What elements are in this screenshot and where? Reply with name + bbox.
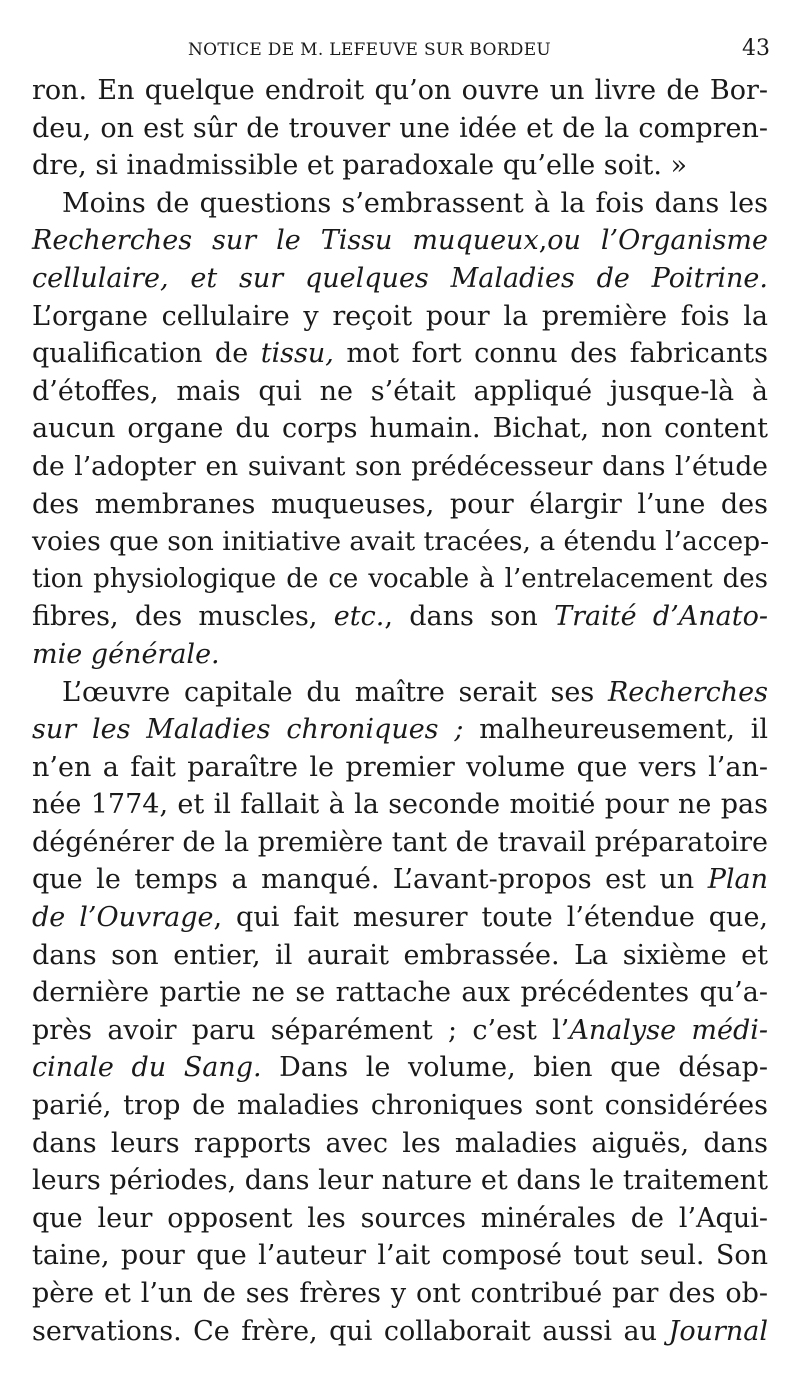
- text-segment: servations. Ce frère, qui collaborait aussi au: [32, 1315, 669, 1347]
- text-segment: près avoir paru séparément ; c’est l’: [32, 1014, 570, 1046]
- italic-text: de l’Ouvrage: [32, 902, 214, 934]
- text-line: [32, 373, 768, 411]
- text-segment: ron. En quelque endroit qu’on ouvre un livre de Bor-: [32, 75, 768, 106]
- text-segment: , qui fait mesurer toute l’étendue que,: [213, 902, 769, 934]
- italic-text: Journal: [668, 1315, 768, 1347]
- text-segment: leurs périodes, dans leur nature et dans le traitement: [32, 1165, 768, 1197]
- text-line: [32, 110, 768, 148]
- italic-text: cellulaire, et sur quelques Maladies de Poitrine.: [32, 262, 768, 294]
- italic-text: etc.: [333, 601, 385, 633]
- text-line: [32, 1162, 768, 1200]
- page-header: [188, 36, 770, 66]
- text-segment: d’étoffes, mais qui ne s’était appliqué jusque-là à: [32, 375, 768, 407]
- text-segment: mot fort connu des fabricants: [333, 338, 768, 370]
- text-segment: que leur opposent les sources minérales de l’Aqui-: [32, 1202, 768, 1234]
- text-line: [32, 335, 768, 373]
- text-segment: tion physiologique de ce vocable à l’entrelacement des: [32, 563, 768, 594]
- text-line: [32, 260, 768, 298]
- text-line: [32, 298, 768, 336]
- text-line: [32, 1125, 768, 1163]
- text-segment: née 1774, et il fallait à la seconde moitié pour ne pas: [32, 789, 768, 821]
- text-line: [32, 1313, 768, 1351]
- text-line: [32, 974, 768, 1012]
- text-line: [32, 523, 768, 561]
- text-segment: L’organe cellulaire y reçoit pour la première fois la: [32, 300, 768, 332]
- italic-text: Plan: [707, 864, 768, 896]
- text-line: [32, 824, 768, 862]
- text-segment: parié, trop de maladies chroniques sont considérées: [32, 1090, 768, 1122]
- text-segment: père et l’un de ses frères y ont contribué par des ob-: [32, 1278, 768, 1309]
- text-segment: des membranes muqueuses, pour élargir l’une des: [32, 488, 768, 520]
- text-segment: taine, pour que l’auteur l’ait composé tout seul. Son: [32, 1240, 768, 1272]
- text-segment: dernière partie ne se rattache aux précédentes qu’a-: [32, 977, 768, 1009]
- text-segment: Moins de questions s’embrassent à la fois dans les: [62, 187, 768, 219]
- italic-text: Traité d’Anato-: [554, 601, 768, 633]
- text-segment: que le temps a manqué. L’avant-propos est un: [32, 864, 708, 896]
- text-segment: fibres, des muscles,: [32, 601, 334, 633]
- text-segment: n’en a fait paraître le premier volume que vers l’an-: [32, 751, 768, 783]
- text-line: [32, 749, 768, 787]
- text-segment: ,: [538, 225, 548, 257]
- text-line: [32, 1049, 768, 1087]
- text-segment: deu, on est sûr de trouver une idée et de la compren-: [32, 112, 768, 144]
- italic-text: cinale du Sang.: [32, 1052, 262, 1084]
- italic-text: ou l’Organisme: [547, 225, 768, 257]
- text-segment: de l’adopter en suivant son prédécesseur dans l’étude: [32, 450, 768, 482]
- text-line: [32, 1012, 768, 1050]
- text-line: [32, 937, 768, 975]
- italic-text: mie générale.: [32, 638, 220, 670]
- running-head: NOTICE DE M. LEFEUVE SUR BORDEU: [188, 40, 552, 60]
- text-line: [32, 222, 768, 260]
- text-line: [32, 486, 768, 524]
- italic-text: Recherches sur le Tissu muqueux: [32, 225, 539, 257]
- body-text: [32, 72, 768, 1350]
- text-line: [32, 861, 768, 899]
- text-segment: Dans le volume, bien que désap-: [261, 1052, 769, 1084]
- text-segment: dégénérer de la première tant de travail préparatoire: [32, 826, 768, 858]
- text-line: [32, 185, 768, 223]
- text-line: [32, 674, 768, 712]
- italic-text: Recherches: [607, 676, 768, 708]
- text-segment: aucun organe du corps humain. Bichat, non content: [32, 413, 768, 445]
- text-line: [32, 410, 768, 448]
- text-line: [32, 1275, 768, 1313]
- text-line: [32, 711, 768, 749]
- text-segment: dans son entier, il aurait embrassée. La sixième et: [32, 939, 768, 971]
- text-line: [32, 448, 768, 486]
- text-segment: malheureusement, il: [463, 714, 768, 746]
- text-line: [32, 786, 768, 824]
- text-line: [32, 636, 768, 674]
- text-line: [32, 598, 768, 636]
- text-line: [32, 899, 768, 937]
- text-line: [32, 561, 768, 599]
- italic-text: tissu,: [260, 338, 334, 370]
- text-segment: , dans son: [384, 601, 555, 633]
- text-line: [32, 147, 768, 185]
- text-segment: voies que son initiative avait tracées, a étendu l’accep-: [32, 526, 770, 558]
- page-number: 43: [742, 36, 770, 61]
- text-segment: qualification de: [32, 338, 261, 370]
- text-segment: dre, si inadmissible et paradoxale qu’elle soit. »: [32, 150, 688, 182]
- text-line: [32, 1237, 768, 1275]
- italic-text: sur les Maladies chroniques ;: [32, 714, 464, 746]
- text-segment: L’œuvre capitale du maître serait ses: [62, 676, 608, 708]
- text-segment: dans leurs rapports avec les maladies aiguës, dans: [32, 1127, 768, 1159]
- text-line: [32, 72, 768, 110]
- italic-text: Analyse médi-: [569, 1014, 769, 1046]
- text-line: [32, 1200, 768, 1238]
- text-line: [32, 1087, 768, 1125]
